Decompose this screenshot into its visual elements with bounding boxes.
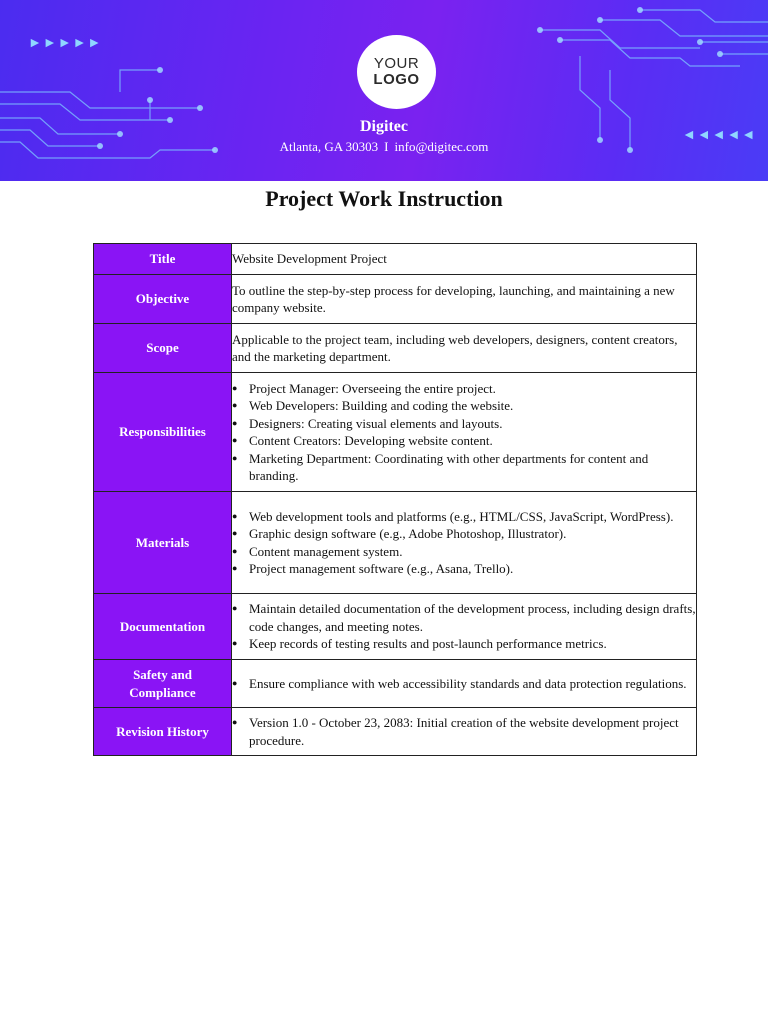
row-value-title: Website Development Project	[232, 244, 697, 275]
row-value-materials	[232, 492, 697, 594]
row-label-objective: Objective	[94, 275, 232, 324]
list-item: ● Content management system.	[232, 543, 696, 561]
list-item: ● Keep records of testing results and post-launch performance metrics.	[232, 635, 696, 653]
materials-list	[232, 508, 696, 578]
table-row	[94, 244, 697, 275]
list-item: ● Web Developers: Building and coding the website.	[232, 397, 696, 415]
revision-list	[232, 714, 696, 749]
list-item: ● Content Creators: Developing website content.	[232, 432, 696, 450]
list-item: ● Project management software (e.g., Asana, Trello).	[232, 560, 696, 578]
row-value-safety	[232, 660, 697, 708]
table-row	[94, 594, 697, 660]
safety-list	[232, 675, 696, 693]
list-item: ● Graphic design software (e.g., Adobe Photoshop, Illustrator).	[232, 525, 696, 543]
row-value-revision	[232, 708, 697, 756]
table-row	[94, 492, 697, 594]
table-row	[94, 373, 697, 492]
document-title: Project Work Instruction	[265, 186, 503, 211]
row-label-title: Title	[94, 244, 232, 275]
responsibilities-list	[232, 380, 696, 485]
list-item: ● Designers: Creating visual elements and layouts.	[232, 415, 696, 433]
logo-text-line1: YOUR	[373, 55, 420, 72]
list-item: ● Project Manager: Overseeing the entire project.	[232, 380, 696, 398]
logo-placeholder	[357, 35, 436, 109]
company-name: Digitec	[360, 118, 408, 135]
row-label-safety-line1: Safety and	[133, 666, 192, 682]
row-label-safety	[94, 660, 232, 708]
table-row	[94, 324, 697, 373]
row-label-scope: Scope	[94, 324, 232, 373]
row-label-documentation: Documentation	[94, 594, 232, 660]
row-value-objective: To outline the step-by-step process for developing, launching, and maintaining a new company website.	[232, 275, 697, 324]
documentation-list	[232, 600, 696, 653]
row-label-materials: Materials	[94, 492, 232, 594]
table-row	[94, 708, 697, 756]
row-label-safety-line2: Compliance	[129, 684, 196, 700]
list-item: ● Version 1.0 - October 23, 2083: Initial creation of the website development project procedure.	[232, 714, 696, 749]
list-item: ● Maintain detailed documentation of the development process, including design drafts, code changes, and meeting notes.	[232, 600, 696, 635]
row-value-documentation	[232, 594, 697, 660]
contact-separator: I	[384, 139, 389, 154]
list-item: ● Ensure compliance with web accessibility standards and data protection regulations.	[232, 675, 696, 693]
table-row	[94, 275, 697, 324]
row-value-responsibilities	[232, 373, 697, 492]
email-link[interactable]: info@digitec.com	[394, 139, 489, 154]
work-instruction-table	[93, 243, 697, 756]
decorative-arrows-right: ◄◄◄◄◄	[682, 128, 757, 143]
decorative-arrows-left: ►►►►►	[28, 36, 103, 51]
logo-text-line2: LOGO	[373, 71, 420, 88]
list-item: ● Marketing Department: Coordinating with other departments for content and branding.	[232, 450, 696, 485]
address: Atlanta, GA 30303	[279, 139, 379, 154]
header-banner	[0, 0, 768, 181]
row-value-scope: Applicable to the project team, including web developers, designers, content creators, and the marketing department.	[232, 324, 697, 373]
list-item: ● Web development tools and platforms (e.g., HTML/CSS, JavaScript, WordPress).	[232, 508, 696, 526]
table-row	[94, 660, 697, 708]
row-label-revision: Revision History	[94, 708, 232, 756]
contact-line	[0, 139, 768, 155]
row-label-responsibilities: Responsibilities	[94, 373, 232, 492]
